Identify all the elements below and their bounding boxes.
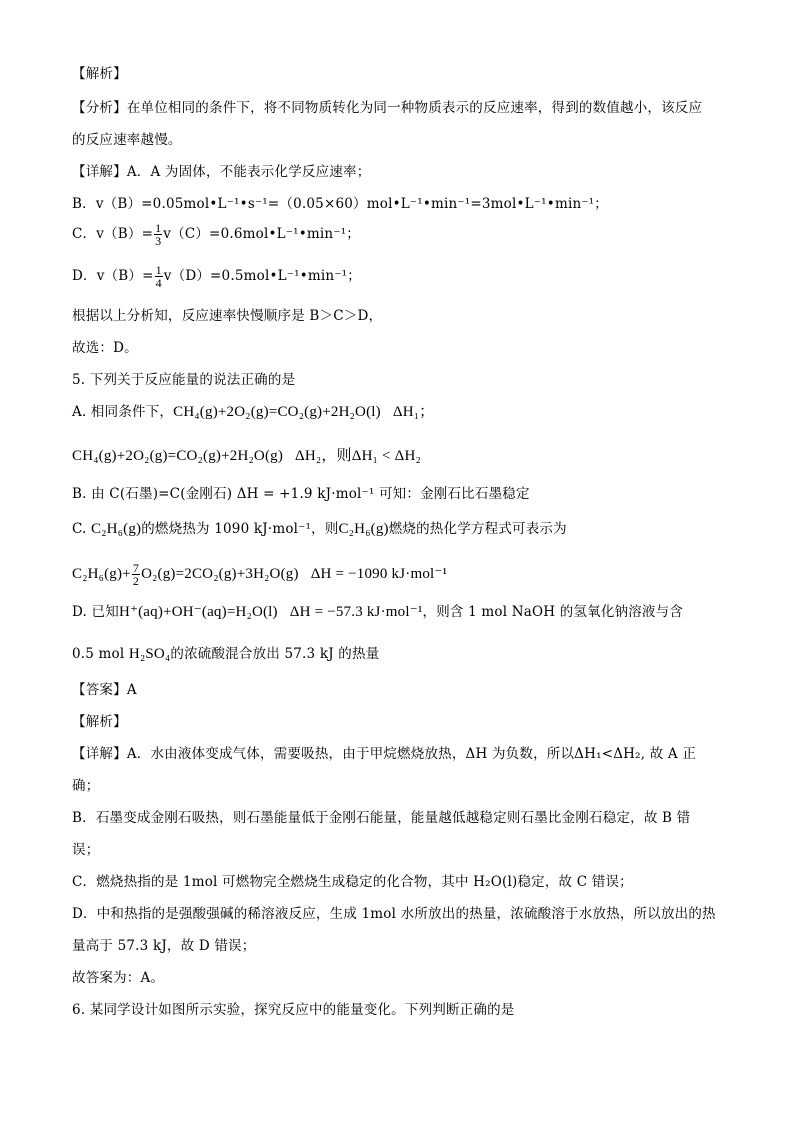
- fraction-one-quarter: [155, 264, 163, 289]
- answer-5: [72, 682, 137, 698]
- analysis-paragraph-line-2: [72, 132, 182, 148]
- fraction-numerator: 7: [132, 561, 140, 575]
- analysis-text-2: 的反应速率越慢。: [72, 132, 182, 148]
- analysis-paragraph-line-1: [72, 100, 702, 116]
- detail-4-option-b: [72, 196, 608, 212]
- detail-4-order: [72, 308, 382, 324]
- fenxi-tag: 【分析】: [72, 100, 127, 116]
- detail-4-d-suffix: v（D）=0.5mol•L⁻¹•min⁻¹；: [163, 268, 361, 284]
- daan-tag: 【答案】: [72, 682, 127, 698]
- detail-5-option-d-line-2: [72, 938, 255, 954]
- option-c-label: C.: [72, 521, 92, 537]
- fraction-numerator: 1: [155, 221, 162, 235]
- detail-4-b-text: B．v（B）=0.05mol•L⁻¹•s⁻¹=（0.05×60）mol•L⁻¹•min⁻¹=3mol•L⁻¹•min⁻¹；: [72, 196, 608, 212]
- fraction-denominator: 2: [132, 574, 140, 588]
- ethane-delta-h: ΔH = −1090 kJ·mol⁻¹: [310, 566, 448, 582]
- question-5-option-c-line-1: [72, 521, 567, 537]
- fraction-seven-halves: [132, 562, 140, 587]
- ethane-combustion-lhs: C₂H₆(g)+: [72, 566, 131, 582]
- question-5-stem: [72, 372, 295, 388]
- detail-4-c-suffix: v（C）=0.6mol•L⁻¹•min⁻¹；: [163, 226, 360, 242]
- question-5-text: 5. 下列关于反应能量的说法正确的是: [72, 372, 296, 388]
- detail-4-option-d: [72, 264, 361, 289]
- ethane-formula: C₂H₆(g): [91, 521, 142, 537]
- fraction-denominator: 3: [155, 234, 162, 248]
- detail-5-option-b-line-2: [72, 842, 99, 858]
- choice-text: 故选：D。: [72, 340, 138, 356]
- detail-5-option-a-line-2: [72, 778, 99, 794]
- question-6-text: 6. 某同学设计如图所示实验，探究反应中的能量变化。下列判断正确的是: [72, 1002, 515, 1018]
- detail-5-option-b-line-1: [72, 810, 690, 826]
- question-6-stem: [72, 1002, 514, 1018]
- option-b-text: B. 由 C(石墨)=C(金刚石) ΔH = +1.9 kJ·mol⁻¹ 可知：金刚石比石墨稳定: [72, 486, 530, 502]
- option-d-suffix-text: ，则含 1 mol NaOH 的氢氧化钠溶液与含: [422, 604, 684, 620]
- detail-4-option-a: [72, 164, 370, 180]
- xiangjie-tag-2: 【详解】: [72, 746, 127, 762]
- detail-5-option-c: [72, 874, 633, 890]
- jiexi-tag-2: 【解析】: [72, 714, 127, 730]
- analysis-heading: [72, 66, 127, 82]
- jiexi-tag: 【解析】: [72, 66, 127, 82]
- option-d-label: D. 已知: [72, 604, 119, 620]
- option-c-middle-text: 的燃烧热为 1090 kJ·mol⁻¹，则: [141, 521, 339, 537]
- question-5-option-a-line-2: [72, 448, 421, 464]
- ethane-formula-2: C₂H₆(g): [338, 521, 389, 537]
- detail-5-b-text-1: B．石墨变成金刚石吸热，则石墨能量低于金刚石能量，能量越低越稳定则石墨比金刚石稳定，故 B 错: [72, 810, 691, 826]
- option-d-line2-prefix: 0.5 mol: [72, 646, 129, 662]
- analysis-text-1: 在单位相同的条件下，将不同物质转化为同一种物质表示的反应速率，得到的数值越小，该反应: [126, 100, 703, 116]
- option-d-line2-suffix: 的浓硫酸混合放出 57.3 kJ 的热量: [170, 646, 380, 662]
- ethane-combustion-rhs: O₂(g)=2CO₂(g)+3H₂O(g): [141, 566, 299, 582]
- detail-5-d-text-1: D．中和热指的是强酸强碱的稀溶液反应，生成 1mol 水所放出的热量，浓硫酸溶于水放热，所以放出的热: [72, 906, 716, 922]
- detail-5-a-text-2: 确；: [72, 778, 100, 794]
- detail-4-choice: [72, 340, 138, 356]
- fraction-one-third: [154, 222, 162, 247]
- neutralization-equation: H⁺(aq)+OH⁻(aq)=H₂O(l): [118, 604, 278, 620]
- option-a-label: A. 相同条件下，: [72, 404, 174, 420]
- detail-4-d-prefix: D．v（B）=: [72, 268, 154, 284]
- delta-h1: ΔH₁；: [392, 404, 435, 420]
- detail-5-c-text: C．燃烧热指的是 1mol 可燃物完全燃烧生成稳定的化合物，其中 H₂O(l)稳定，故 C 错误；: [72, 874, 633, 890]
- detail-4-c-prefix: C．v（B）=: [72, 226, 154, 242]
- xiangjie-tag: 【详解】: [72, 164, 127, 180]
- question-5-option-c-line-2: [72, 562, 447, 587]
- analysis-heading-2: [72, 714, 127, 730]
- detail-5-a-text-1: A．水由液体变成气体，需要吸热，由于甲烷燃烧放热，ΔH 为负数，所以ΔH₁<ΔH₂, 故 A 正: [126, 746, 697, 762]
- delta-h2-comparison: ΔH₂，则ΔH₁ < ΔH₂: [295, 448, 421, 464]
- final-answer-text: 故答案为：A。: [72, 970, 165, 986]
- question-5-option-d-line-2: [72, 646, 379, 662]
- option-c-suffix-text: 燃烧的热化学方程式可表示为: [388, 521, 567, 537]
- detail-4-option-c: [72, 222, 360, 247]
- detail-5-final-answer: [72, 970, 164, 986]
- equation-ch4-liquid-water: CH₄(g)+2O₂(g)=CO₂(g)+2H₂O(l): [173, 404, 381, 420]
- fraction-numerator: 1: [155, 263, 162, 277]
- fraction-denominator: 4: [155, 276, 162, 290]
- detail-5-b-text-2: 误；: [72, 842, 100, 858]
- question-5-option-a-line-1: [72, 404, 434, 420]
- answer-value: A: [126, 682, 137, 698]
- detail-5-option-d-line-1: [72, 906, 716, 922]
- equation-ch4-gas-water: CH₄(g)+2O₂(g)=CO₂(g)+2H₂O(g): [72, 448, 284, 464]
- rate-order-text: 根据以上分析知，反应速率快慢顺序是 B＞C＞D，: [72, 308, 383, 324]
- sulfuric-acid-formula: H₂SO₄: [128, 646, 171, 662]
- question-5-option-b: [72, 486, 530, 502]
- detail-5-d-text-2: 量高于 57.3 kJ，故 D 错误；: [72, 938, 256, 954]
- neutralization-delta-h: ΔH = −57.3 kJ·mol⁻¹: [289, 604, 423, 620]
- detail-4-a-text: A．A 为固体，不能表示化学反应速率；: [126, 164, 371, 180]
- detail-5-option-a-line-1: [72, 746, 696, 762]
- question-5-option-d-line-1: [72, 604, 683, 620]
